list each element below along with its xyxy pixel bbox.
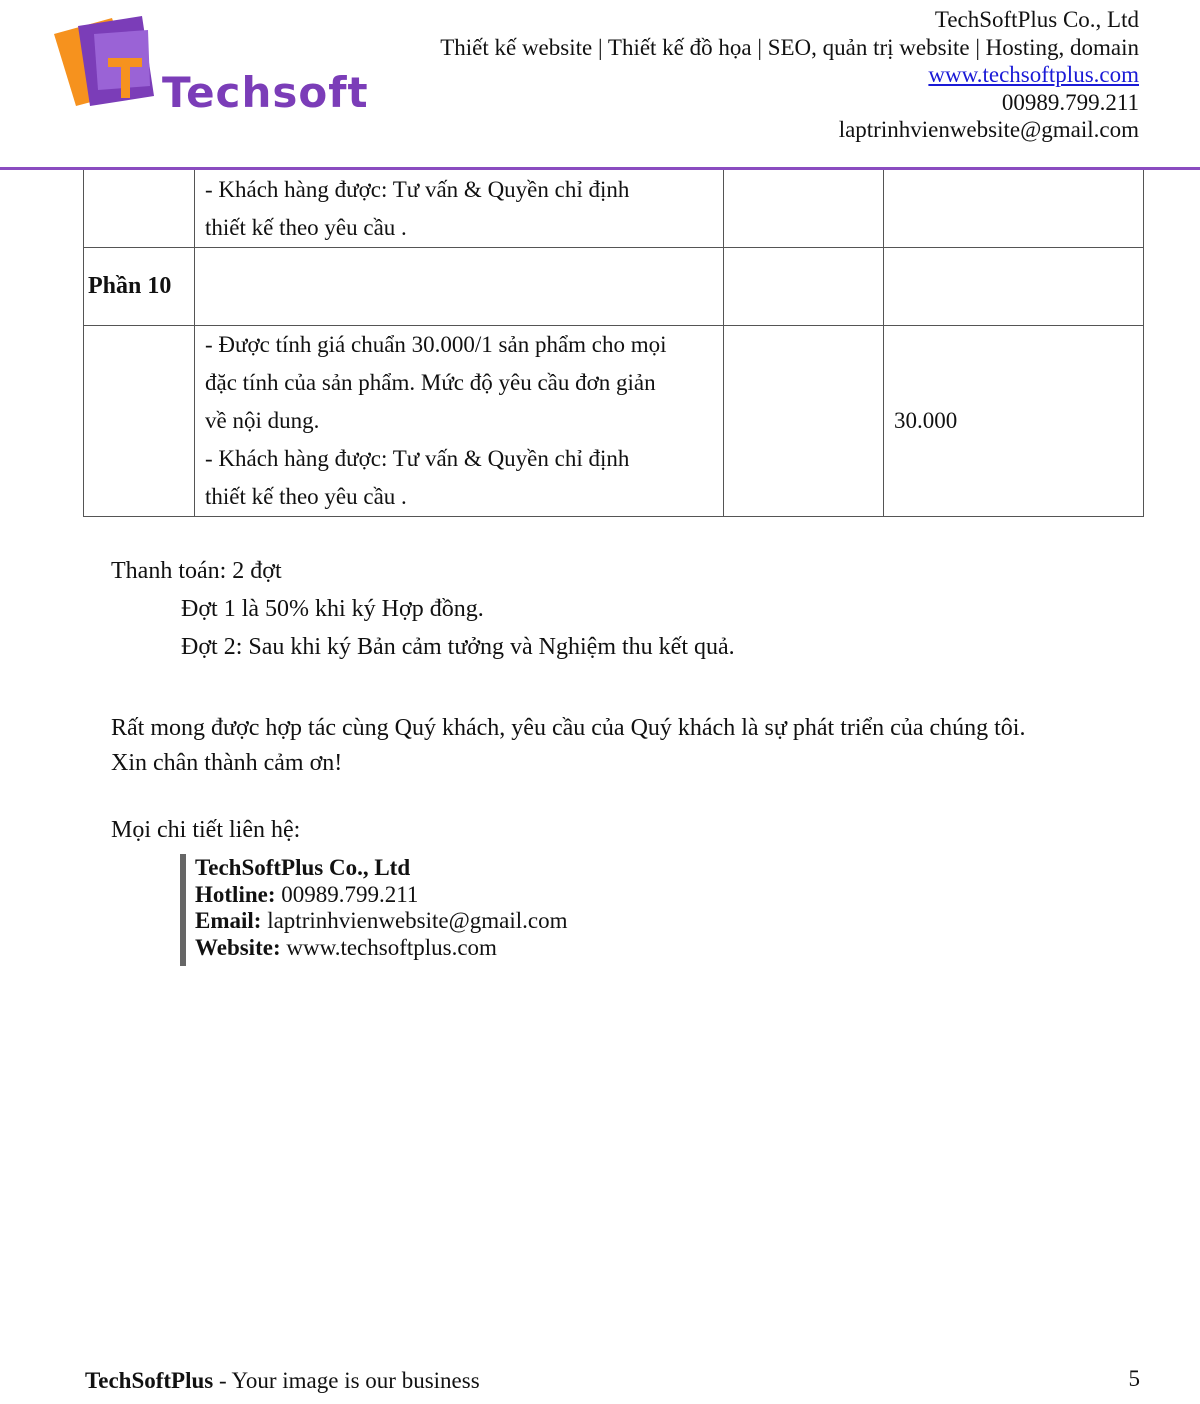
table-cell-description [195, 170, 724, 248]
payment-title: Thanh toán: 2 đợt [111, 558, 282, 584]
footer-brand: TechSoftPlus [85, 1368, 214, 1393]
header-contact-block [440, 6, 1139, 144]
closing-line-1: Rất mong được hợp tác cùng Quý khách, yêu cầu của Quý khách là sự phát triển của chúng tôi. [111, 715, 1026, 741]
footer-tagline: - Your image is our business [213, 1368, 480, 1393]
description-line: thiết kế theo yêu cầu . [205, 214, 407, 240]
table-cell [84, 170, 195, 248]
header-website-link[interactable]: www.techsoftplus.com [928, 62, 1139, 87]
table-cell [84, 326, 195, 517]
table-row [84, 170, 1144, 248]
header-company: TechSoftPlus Co., Ltd [934, 7, 1139, 32]
email-label: Email: [195, 908, 262, 933]
payment-step-2: Đợt 2: Sau khi ký Bản cảm tưởng và Nghiệm thu kết quả. [181, 634, 735, 660]
table-cell [884, 248, 1144, 326]
hotline-label: Hotline: [195, 881, 276, 907]
header-phone: 00989.799.211 [1001, 89, 1139, 115]
logo-wordmark: Techsoft [162, 68, 369, 117]
contact-intro: Mọi chi tiết liên hệ: [111, 817, 301, 843]
contact-company: TechSoftPlus Co., Ltd [195, 855, 411, 880]
page-number: 5 [1128, 1366, 1140, 1391]
table-cell [884, 170, 1144, 248]
part-title: Phần 10 [84, 248, 195, 326]
table-cell-description [195, 326, 724, 517]
table-row [84, 326, 1144, 517]
company-logo [50, 12, 370, 118]
description-line: - Khách hàng được: Tư vấn & Quyền chỉ định [205, 446, 630, 471]
description-line: đặc tính của sản phẩm. Mức độ yêu cầu đơn giản [205, 370, 656, 395]
description-line: - Được tính giá chuẩn 30.000/1 sản phẩm cho mọi [205, 332, 667, 357]
payment-step-1: Đợt 1 là 50% khi ký Hợp đồng. [181, 596, 484, 622]
table-cell [195, 248, 724, 326]
description-line: - Khách hàng được: Tư vấn & Quyền chỉ định [205, 176, 630, 202]
header-email: laptrinhvienwebsite@gmail.com [838, 117, 1139, 142]
description-line: về nội dung. [205, 408, 320, 433]
table-cell [724, 170, 884, 248]
contact-email-row [195, 908, 640, 935]
hotline-value: 00989.799.211 [281, 881, 419, 907]
table-cell [724, 248, 884, 326]
email-value: laptrinhvienwebsite@gmail.com [267, 908, 568, 933]
contact-box [180, 854, 640, 966]
table-cell [724, 326, 884, 517]
website-label: Website: [195, 934, 281, 960]
closing-line-2: Xin chân thành cảm ơn! [111, 750, 343, 776]
contact-website-row [195, 935, 640, 962]
price-value: 30.000 [884, 326, 1144, 517]
header-services: Thiết kế website | Thiết kế đồ họa | SEO, quản trị website | Hosting, domain [440, 34, 1139, 60]
contact-hotline-row [195, 882, 640, 909]
website-value: www.techsoftplus.com [286, 934, 497, 960]
pricing-table [83, 170, 1144, 517]
footer [85, 1368, 480, 1394]
table-row [84, 248, 1144, 326]
description-line: thiết kế theo yêu cầu . [205, 484, 407, 509]
